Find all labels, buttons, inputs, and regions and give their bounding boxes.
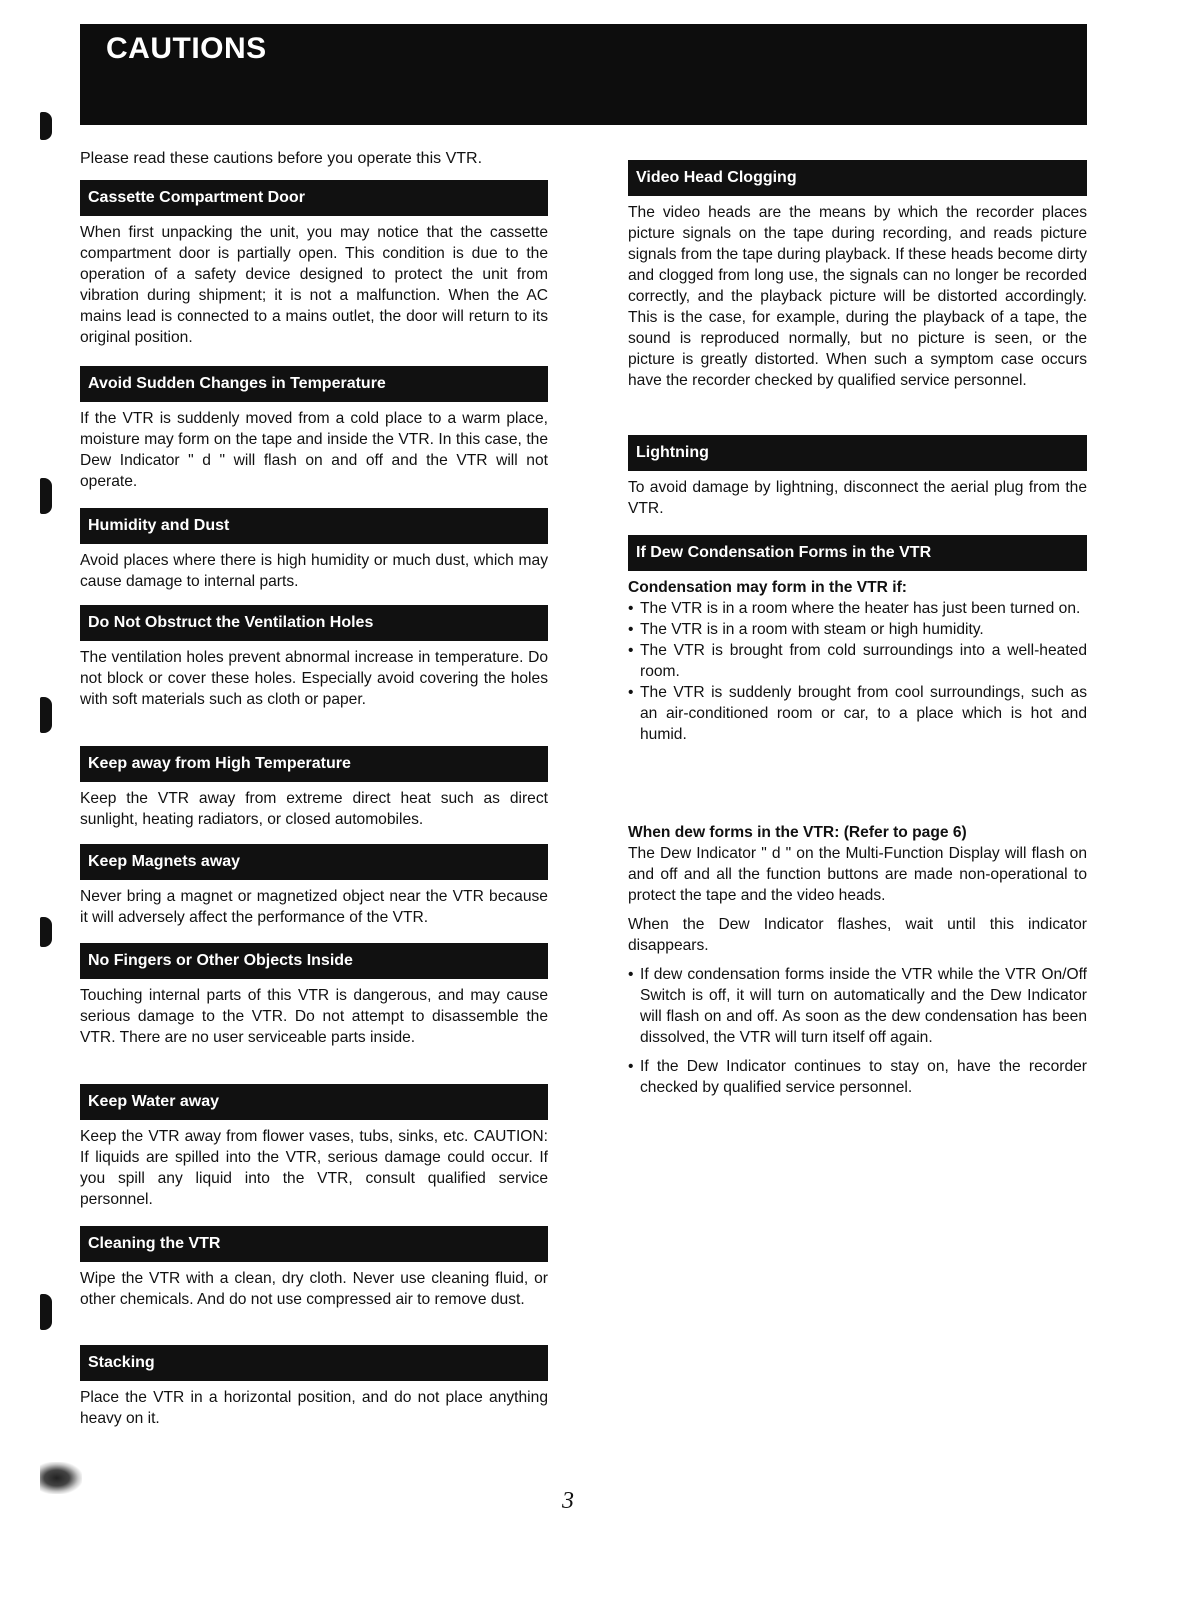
section-heading: Humidity and Dust (80, 508, 548, 544)
section-dew-condensation (628, 535, 1087, 745)
section-heading: Do Not Obstruct the Ventilation Holes (80, 605, 548, 641)
section-heading: Keep Magnets away (80, 844, 548, 880)
section-body: If the VTR is suddenly moved from a cold place to a warm place, moisture may form on the tape and inside the VTR. In this case, the Dew Indicator " d " will flash on and off and the VTR will not operate. (80, 410, 548, 490)
list-item: • If the Dew Indicator continues to stay on, have the recorder checked by qualified service personnel. (628, 1058, 1087, 1096)
bullet-icon: • (628, 684, 634, 701)
section-ventilation (80, 605, 548, 710)
section-body: The video heads are the means by which the recorder places picture signals on the tape during recording, and reads picture signals from the tape during playback. If these heads become dirty and clogged from long use, the signals can no longer be recorded correctly, and the playback picture will be distorted accordingly. This is the case, for example, during the playback of a tape, the sound is reproduced normally, but no picture is seen, or the picture is greatly distorted. When such a symptom case occurs have the recorder checked by qualified service personnel. (628, 204, 1087, 389)
section-humidity-dust (80, 508, 548, 592)
list-item: • The VTR is in a room with steam or high humidity. (628, 621, 984, 638)
list-item: • The VTR is suddenly brought from cool surroundings, such as an air-conditioned room or car, to a place which is hot and humid. (628, 684, 1087, 743)
bullet-icon: • (628, 621, 634, 638)
section-body: Keep the VTR away from flower vases, tubs, sinks, etc. CAUTION: If liquids are spilled into the VTR, serious damage could occur. If you spill any liquid into the VTR, consult qualified service personnel. (80, 1128, 548, 1208)
list-item: • The VTR is in a room where the heater has just been turned on. (628, 600, 1081, 617)
section-body: When first unpacking the unit, you may notice that the cassette compartment door is partially open. This condition is due to the operation of a safety device designed to protect the unit from vibration during shipment; it is not a malfunction. When the AC mains lead is connected to a mains outlet, the door will return to its original position. (80, 224, 548, 346)
section-heading: Lightning (628, 435, 1087, 471)
section-when-dew-forms (628, 822, 1087, 1098)
binder-hole-mark (40, 1294, 52, 1330)
section-body: The ventilation holes prevent abnormal increase in temperature. Do not block or cover these holes. Especially avoid covering the holes with soft materials such as cloth or paper. (80, 649, 548, 708)
list-item: • If dew condensation forms inside the VTR while the VTR On/Off Switch is off, it will turn on automatically and the Dew Indicator will flash on and off. As soon as the dew condensation has been dissolved, the VTR will turn itself off again. (628, 966, 1087, 1046)
section-body: To avoid damage by lightning, disconnect the aerial plug from the VTR. (628, 479, 1087, 517)
binder-hole-mark (40, 112, 52, 140)
bullet-icon: • (628, 642, 634, 659)
bullet-icon: • (628, 966, 634, 983)
dew-notes-list (628, 964, 1087, 1098)
section-body: Touching internal parts of this VTR is dangerous, and may cause serious damage to the VTR. Do not attempt to disassemble the VTR. There are no user serviceable parts inside. (80, 987, 548, 1046)
section-magnets (80, 844, 548, 928)
section-body: Avoid places where there is high humidity or much dust, which may cause damage to internal parts. (80, 552, 548, 590)
section-heading: Keep away from High Temperature (80, 746, 548, 782)
section-body: Never bring a magnet or magnetized object near the VTR because it will adversely affect the performance of the VTR. (80, 888, 548, 926)
page-number: 3 (562, 1488, 574, 1514)
section-cleaning (80, 1226, 548, 1310)
section-heading: If Dew Condensation Forms in the VTR (628, 535, 1087, 571)
section-heading: No Fingers or Other Objects Inside (80, 943, 548, 979)
section-stacking (80, 1345, 548, 1429)
section-heading: Avoid Sudden Changes in Temperature (80, 366, 548, 402)
section-no-fingers (80, 943, 548, 1048)
binder-hole-mark (40, 917, 52, 947)
section-water (80, 1084, 548, 1210)
binder-hole-mark (40, 478, 52, 514)
bullet-icon: • (628, 1058, 634, 1075)
section-cassette-door (80, 180, 548, 348)
scan-smudge (40, 1462, 82, 1494)
when-dew-subheading: When dew forms in the VTR: (Refer to page 6) (628, 824, 967, 841)
bullet-icon: • (628, 600, 634, 617)
title-banner (80, 24, 1087, 125)
section-temperature-changes (80, 366, 548, 492)
section-heading: Cassette Compartment Door (80, 180, 548, 216)
section-video-head-clogging (628, 160, 1087, 391)
section-body: Place the VTR in a horizontal position, and do not place anything heavy on it. (80, 1389, 548, 1427)
section-high-temperature (80, 746, 548, 830)
section-body: Wipe the VTR with a clean, dry cloth. Never use cleaning fluid, or other chemicals. And do not use compressed air to remove dust. (80, 1270, 548, 1308)
section-body: Keep the VTR away from extreme direct heat such as direct sunlight, heating radiators, or closed automobiles. (80, 790, 548, 828)
section-heading: Keep Water away (80, 1084, 548, 1120)
section-lightning (628, 435, 1087, 519)
intro-text: Please read these cautions before you operate this VTR. (80, 150, 483, 167)
section-heading: Stacking (80, 1345, 548, 1381)
when-dew-body: The Dew Indicator " d " on the Multi-Function Display will flash on and off and all the function buttons are made non-operational to protect the tape and the video heads. (628, 845, 1087, 904)
section-heading: Video Head Clogging (628, 160, 1087, 196)
binder-hole-mark (40, 697, 52, 733)
condensation-subheading: Condensation may form in the VTR if: (628, 579, 907, 596)
page-title: CAUTIONS (106, 32, 267, 65)
section-heading: Cleaning the VTR (80, 1226, 548, 1262)
list-item: • The VTR is brought from cold surroundings into a well-heated room. (628, 642, 1087, 680)
condensation-causes-list (628, 598, 1087, 745)
wait-body: When the Dew Indicator flashes, wait until this indicator disappears. (628, 916, 1087, 954)
